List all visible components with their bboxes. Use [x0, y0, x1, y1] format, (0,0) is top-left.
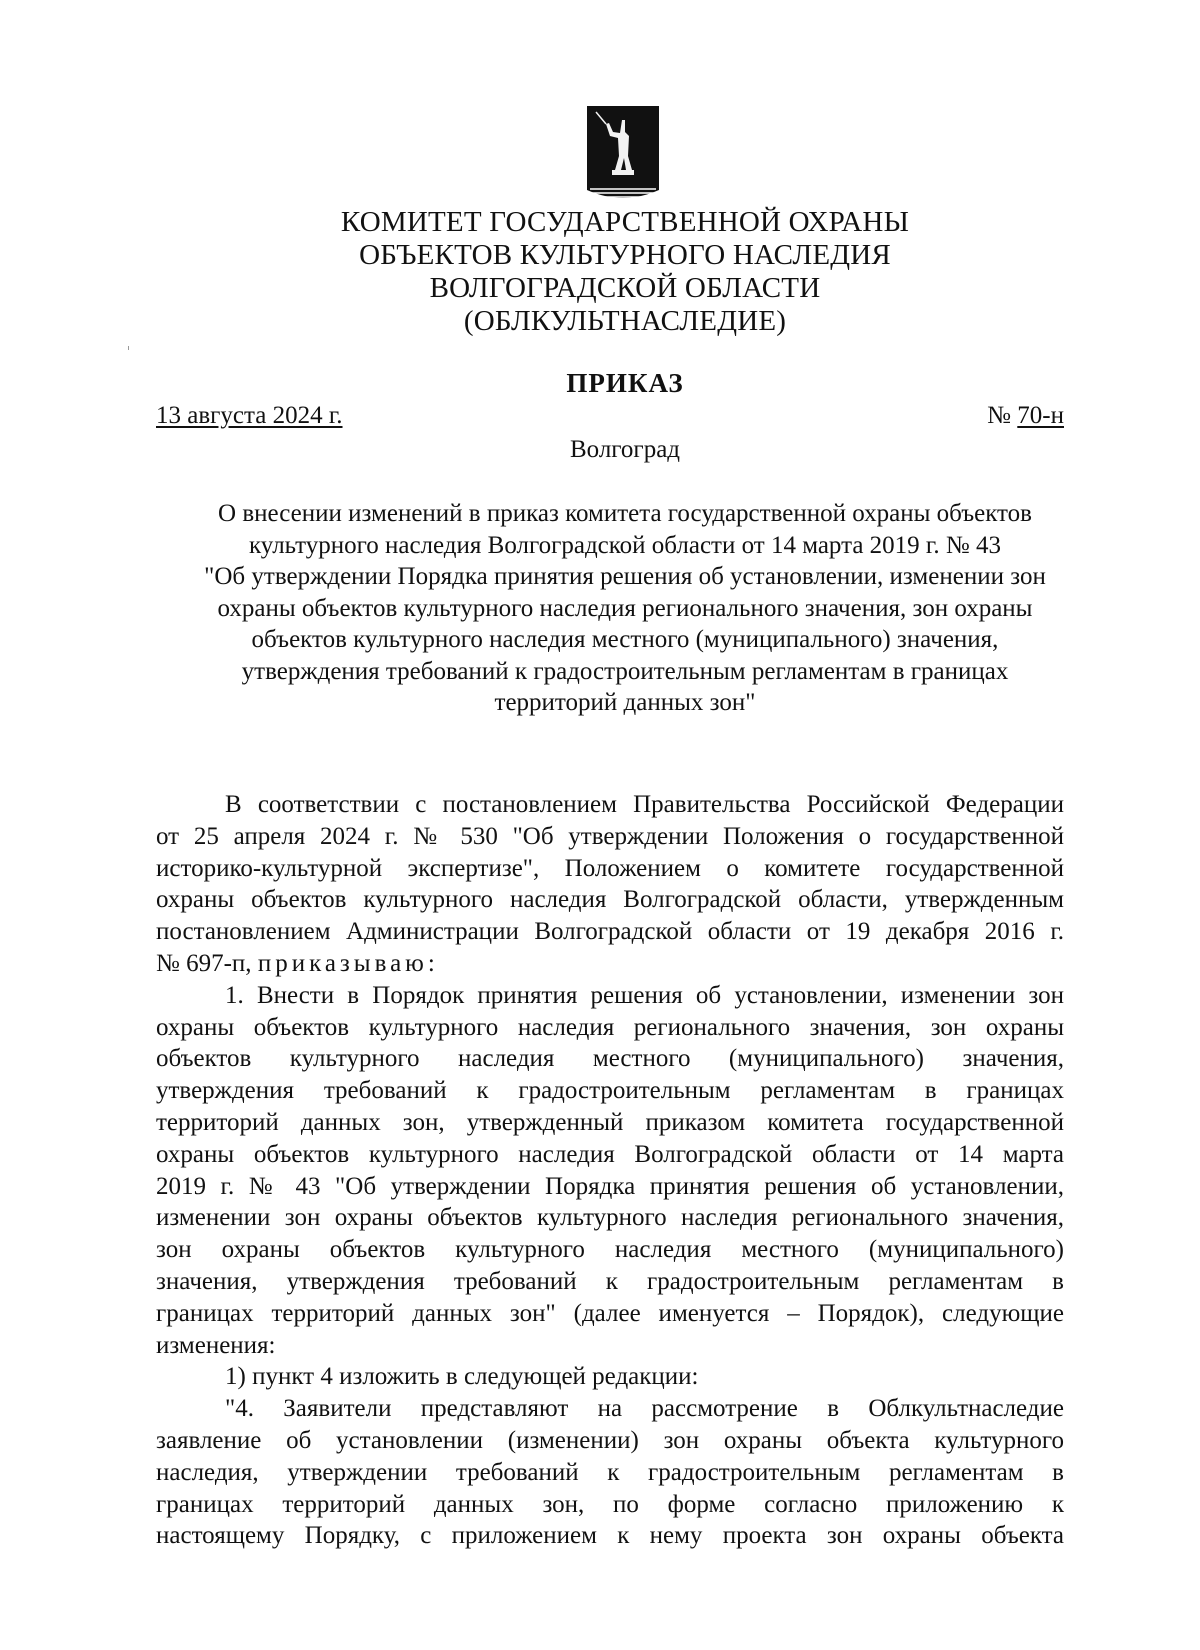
body-line: "4. Заявители представляют на рассмотрение в Облкультнаследие: [225, 1395, 1064, 1423]
body-line: утверждения требований к градостроительным регламентам в границах: [156, 1077, 1064, 1105]
subject-line: культурного наследия Волгоградской области от 14 марта 2019 г. № 43: [249, 531, 1001, 559]
body-line: [156, 948, 1064, 980]
body-line: 1) пункт 4 изложить в следующей редакции:: [225, 1363, 699, 1391]
org-line: ОБЪЕКТОВ КУЛЬТУРНОГО НАСЛЕДИЯ: [359, 239, 891, 271]
body-line: заявление об установлении (изменении) зон охраны объекта культурного: [156, 1426, 1064, 1454]
body-line: границах территорий данных зон" (далее именуется – Порядок), следующие: [156, 1299, 1064, 1327]
order-date: 13 августа 2024 г.: [156, 402, 343, 429]
body-line: от 25 апреля 2024 г. № 530 "Об утверждении Положения о государственной: [156, 822, 1064, 850]
body-line: территорий данных зон, утвержденный приказом комитета государственной: [156, 1108, 1064, 1136]
body-line: 1. Внести в Порядок принятия решения об установлении, изменении зон: [225, 981, 1064, 1009]
body-line: изменения:: [156, 1331, 276, 1359]
scan-mark: [128, 346, 129, 350]
order-number: [987, 402, 1064, 430]
body-line: зон охраны объектов культурного наследия местного (муниципального): [156, 1236, 1064, 1264]
subject-line: территорий данных зон": [494, 689, 756, 716]
number-value: 70-н: [1017, 402, 1064, 429]
body-line: объектов культурного наследия местного (муниципального) значения,: [156, 1045, 1064, 1073]
body-line: охраны объектов культурного наследия Волгоградской области от 14 марта: [156, 1140, 1064, 1168]
subject-line: "Об утверждении Порядка принятия решения об установлении, изменении зон: [204, 563, 1046, 590]
body-line: изменении зон охраны объектов культурного наследия регионального значения,: [156, 1204, 1064, 1232]
body-line: наследия, утверждении требований к градостроительным регламентам в: [156, 1458, 1064, 1486]
body-line-text: № 697-п,: [156, 949, 258, 977]
volgograd-coat-of-arms-icon: [582, 106, 664, 206]
subject-line: О внесении изменений в приказ комитета государственной охраны объектов: [218, 500, 1032, 527]
body-line: постановлением Администрации Волгоградской области от 19 декабря 2016 г.: [156, 918, 1064, 946]
document-type: ПРИКАЗ: [566, 368, 684, 398]
body-line: значения, утверждения требований к градостроительным регламентам в: [156, 1267, 1064, 1295]
body-line: 2019 г. № 43 "Об утверждении Порядка принятия решения об установлении,: [156, 1172, 1064, 1200]
org-line: КОМИТЕТ ГОСУДАРСТВЕННОЙ ОХРАНЫ: [340, 206, 910, 238]
order-word: приказываю:: [257, 949, 439, 977]
order-body: [156, 789, 1064, 1552]
body-line: границах территорий данных зон, по форме согласно приложению к: [156, 1490, 1064, 1518]
body-line: В соответствии с постановлением Правительства Российской Федерации: [225, 791, 1064, 818]
org-line: (ОБЛКУЛЬТНАСЛЕДИЕ): [463, 305, 787, 337]
body-line: настоящему Порядку, с приложением к нему проекта зон охраны объекта: [156, 1522, 1064, 1550]
subject-line: утверждения требований к градостроительным регламентам в границах: [241, 657, 1009, 685]
body-line: историко-культурной экспертизе", Положением о комитете государственной: [156, 854, 1064, 882]
order-city: Волгоград: [569, 436, 681, 463]
number-sign: №: [987, 402, 1012, 429]
org-line: ВОЛГОГРАДСКОЙ ОБЛАСТИ: [429, 272, 821, 304]
subject-line: охраны объектов культурного наследия регионального значения, зон охраны: [217, 594, 1033, 622]
subject-line: объектов культурного наследия местного (муниципального) значения,: [251, 626, 999, 653]
organization-name: [200, 206, 1050, 338]
order-subject: [120, 498, 1130, 719]
body-line: охраны объектов культурного наследия Волгоградской области, утвержденным: [156, 886, 1064, 914]
body-line: охраны объектов культурного наследия регионального значения, зон охраны: [156, 1013, 1064, 1041]
